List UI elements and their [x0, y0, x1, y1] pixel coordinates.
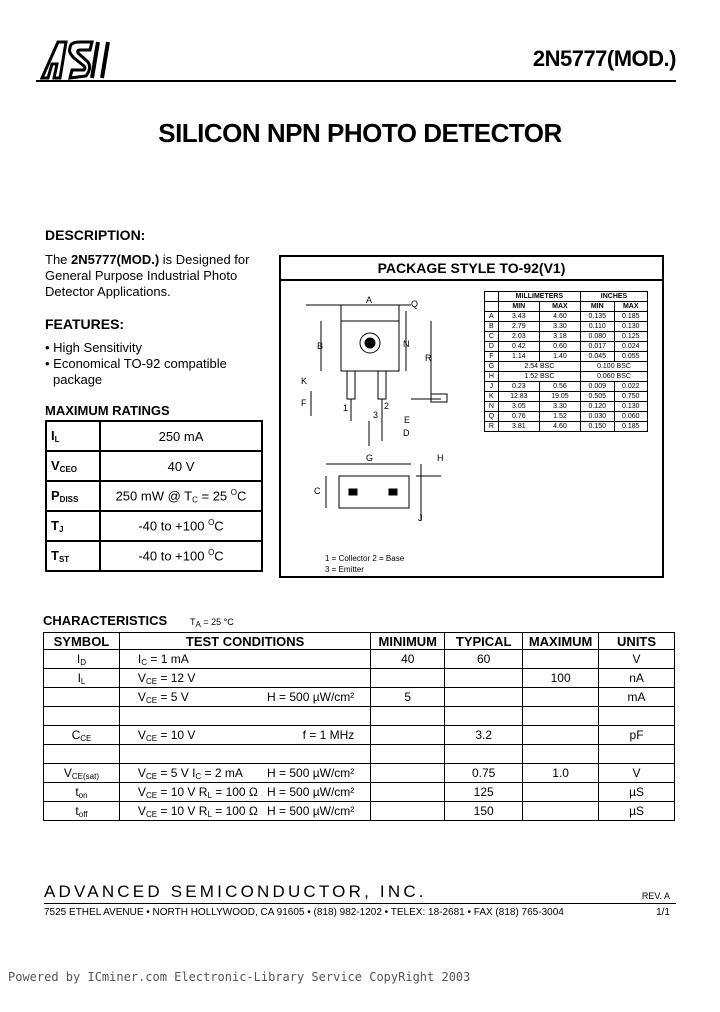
table-cell: 3.30 — [539, 402, 580, 412]
dim-col: MAX — [614, 302, 648, 312]
table-row — [44, 764, 675, 783]
table-cell: 19.05 — [539, 392, 580, 402]
table-cell: 0.135 — [581, 312, 614, 322]
table-cell: B — [485, 322, 499, 332]
table-cell: 0.505 — [581, 392, 614, 402]
table-cell: 0.024 — [614, 342, 648, 352]
table-row — [44, 783, 675, 802]
table-cell: 40 — [371, 650, 445, 669]
table-cell: 0.125 — [614, 332, 648, 342]
svg-text:F: F — [301, 398, 307, 408]
ratings-heading: MAXIMUM RATINGS — [45, 403, 170, 418]
features-heading: FEATURES: — [45, 316, 125, 332]
table-cell: 3.81 — [498, 422, 539, 432]
table-cell: 100 — [523, 669, 599, 688]
table-cell: H = 500 µW/cm² $V_{CE} = 5$ V $I_C = 2$ mA — [119, 764, 370, 783]
table-cell — [599, 745, 675, 764]
table-cell — [523, 650, 599, 669]
table-cell: $V_{CE(sat)}$ — [44, 764, 120, 783]
table-cell — [371, 707, 445, 726]
table-row: $T_J$ -40 to +100 $^O$C — [46, 511, 262, 541]
dim-body — [485, 312, 648, 432]
table-row — [485, 332, 648, 342]
table-row — [485, 362, 648, 372]
table-cell: 0.009 — [581, 382, 614, 392]
footer-rule — [44, 903, 676, 904]
table-cell — [445, 745, 523, 764]
list-item: • High Sensitivity — [45, 340, 143, 355]
table-cell: 0.022 — [614, 382, 648, 392]
table-cell — [371, 669, 445, 688]
company-address: 7525 ETHEL AVENUE • NORTH HOLLYWOOD, CA 91605 • (818) 982-1202 • TELEX: 18-2681 • FAX (818) 765-3004 — [44, 907, 564, 918]
table-cell: 0.76 — [498, 412, 539, 422]
table-cell: H = 500 µW/cm² $V_{CE} = 10$ V $R_L = 100$ Ω — [119, 783, 370, 802]
table-cell: 3.43 — [498, 312, 539, 322]
table-cell: 0.42 — [498, 342, 539, 352]
svg-text:Q: Q — [411, 299, 419, 309]
dim-corner — [485, 302, 499, 312]
table-cell: J — [485, 382, 499, 392]
table-row — [44, 802, 675, 821]
svg-text:2: 2 — [384, 401, 390, 411]
table-cell — [44, 707, 120, 726]
table-cell — [371, 764, 445, 783]
table-cell: 0.185 — [614, 422, 648, 432]
table-cell: f = 1 MHz $V_{CE} = 10$ V — [119, 726, 370, 745]
svg-text:1: 1 — [343, 403, 349, 413]
col-header: SYMBOL — [44, 633, 120, 650]
table-row — [485, 382, 648, 392]
table-cell: 0.75 — [445, 764, 523, 783]
table-cell: µS — [599, 802, 675, 821]
table-cell: N — [485, 402, 499, 412]
table-row — [485, 312, 648, 322]
table-cell: 0.030 — [581, 412, 614, 422]
table-cell — [523, 745, 599, 764]
table-cell: 60 — [445, 650, 523, 669]
svg-text:B: B — [317, 341, 324, 351]
svg-text:K: K — [301, 376, 308, 386]
table-cell — [523, 726, 599, 745]
table-cell — [599, 707, 675, 726]
table-cell: 0.56 — [539, 382, 580, 392]
table-cell: 3.05 — [498, 402, 539, 412]
table-cell: V — [599, 650, 675, 669]
table-cell — [119, 745, 370, 764]
dim-col: MIN — [498, 302, 539, 312]
table-cell — [44, 745, 120, 764]
table-cell: 3.30 — [539, 322, 580, 332]
table-cell: G — [485, 362, 499, 372]
table-row — [44, 707, 675, 726]
features-list — [45, 340, 265, 388]
table-cell: 0.120 — [581, 402, 614, 412]
part-number: 2N5777(MOD.) — [532, 46, 676, 71]
col-header: TYPICAL — [445, 633, 523, 650]
table-row: $V_{CEO}$ 40 V — [46, 451, 262, 481]
table-cell — [371, 745, 445, 764]
package-title: PACKAGE STYLE TO-92(V1) — [281, 257, 662, 281]
table-cell — [44, 688, 120, 707]
table-cell: 0.100 BSC — [581, 362, 648, 372]
table-cell: $V_{CE} = 12$ V — [119, 669, 370, 688]
table-cell: pF — [599, 726, 675, 745]
table-cell: R — [485, 422, 499, 432]
table-cell: 3.18 — [539, 332, 580, 342]
table-cell: 0.130 — [614, 402, 648, 412]
ratings-table — [45, 420, 263, 572]
svg-text:G: G — [366, 453, 374, 463]
dim-col: MAX — [539, 302, 580, 312]
description-text: The 2N5777(MOD.) is Designed for General Purpose Industrial Photo Detector Applications. — [45, 252, 250, 299]
table-cell: $t_{on}$ — [44, 783, 120, 802]
table-cell: H = 500 µW/cm² $V_{CE} = 5$ V — [119, 688, 370, 707]
table-cell: 0.060 — [614, 412, 648, 422]
table-cell: $t_{off}$ — [44, 802, 120, 821]
table-cell: K — [485, 392, 499, 402]
characteristics-condition: $T_A = 25$ °C — [190, 617, 234, 629]
table-cell: 2.03 — [498, 332, 539, 342]
table-cell: 0.080 — [581, 332, 614, 342]
col-header: MAXIMUM — [523, 633, 599, 650]
table-cell: 4.60 — [539, 312, 580, 322]
svg-text:J: J — [418, 513, 423, 523]
watermark: Powered by ICminer.com Electronic-Library Service CopyRight 2003 — [8, 970, 471, 984]
table-cell: 1.0 — [523, 764, 599, 783]
dim-col: MIN — [581, 302, 614, 312]
table-cell: 0.045 — [581, 352, 614, 362]
table-cell: 0.23 — [498, 382, 539, 392]
svg-text:A: A — [366, 295, 373, 305]
table-cell: 1.40 — [539, 352, 580, 362]
characteristics-table — [43, 632, 675, 821]
table-row — [485, 392, 648, 402]
table-cell: A — [485, 312, 499, 322]
table-cell: 0.150 — [581, 422, 614, 432]
table-row — [485, 372, 648, 382]
table-cell: 1.14 — [498, 352, 539, 362]
table-cell: $I_D$ — [44, 650, 120, 669]
table-row: $I_L$ 250 mA — [46, 421, 262, 451]
table-cell — [523, 802, 599, 821]
table-row — [485, 402, 648, 412]
table-row — [485, 342, 648, 352]
revision: REV. A — [641, 891, 670, 901]
characteristics-body — [44, 650, 675, 821]
table-cell: 5 — [371, 688, 445, 707]
table-cell: 1.52 BSC — [498, 372, 580, 382]
table-cell: 2.79 — [498, 322, 539, 332]
svg-text:N: N — [403, 339, 410, 349]
dimension-table — [484, 291, 648, 432]
table-cell: 2.54 BSC — [498, 362, 580, 372]
table-cell: 0.60 — [539, 342, 580, 352]
asi-logo — [40, 38, 118, 82]
table-cell: 1.52 — [539, 412, 580, 422]
table-cell: µS — [599, 783, 675, 802]
table-cell: 0.130 — [614, 322, 648, 332]
table-row — [485, 322, 648, 332]
table-cell: nA — [599, 669, 675, 688]
table-cell — [119, 707, 370, 726]
svg-text:H: H — [437, 453, 444, 463]
package-drawing — [281, 281, 481, 578]
table-cell — [371, 783, 445, 802]
table-cell: V — [599, 764, 675, 783]
table-row — [44, 745, 675, 764]
col-header: UNITS — [599, 633, 675, 650]
table-cell: H — [485, 372, 499, 382]
table-row — [44, 669, 675, 688]
table-cell: F — [485, 352, 499, 362]
table-row — [44, 688, 675, 707]
col-header: MINIMUM — [371, 633, 445, 650]
table-cell: 0.110 — [581, 322, 614, 332]
table-cell — [523, 783, 599, 802]
table-cell — [371, 726, 445, 745]
table-cell — [445, 669, 523, 688]
table-cell — [371, 802, 445, 821]
table-cell: $I_C = 1$ mA — [119, 650, 370, 669]
page-title: SILICON NPN PHOTO DETECTOR — [158, 118, 562, 148]
table-cell: 125 — [445, 783, 523, 802]
svg-text:3: 3 — [373, 410, 379, 420]
table-cell: 0.750 — [614, 392, 648, 402]
table-cell: 0.017 — [581, 342, 614, 352]
table-cell — [445, 707, 523, 726]
list-item: • Economical TO-92 compatible package — [45, 356, 227, 387]
table-cell: 150 — [445, 802, 523, 821]
table-cell: C — [485, 332, 499, 342]
dim-corner — [485, 292, 499, 302]
table-cell: 3.2 — [445, 726, 523, 745]
col-header: TEST CONDITIONS — [119, 633, 370, 650]
table-cell: mA — [599, 688, 675, 707]
svg-text:C: C — [314, 486, 321, 496]
table-cell: $C_{CE}$ — [44, 726, 120, 745]
dim-group: MILLIMETERS — [498, 292, 580, 302]
pin-legend: 1 = Collector 2 = Base 3 = Emitter — [325, 554, 405, 574]
svg-text:D: D — [403, 428, 410, 438]
table-header-row — [44, 633, 675, 650]
page-number: 1/1 — [656, 907, 670, 918]
table-cell: 12.83 — [498, 392, 539, 402]
svg-text:E: E — [404, 415, 411, 425]
characteristics-heading: CHARACTERISTICS — [43, 613, 168, 628]
table-row — [485, 412, 648, 422]
table-row — [44, 650, 675, 669]
table-row — [44, 726, 675, 745]
table-row — [485, 352, 648, 362]
table-cell: 4.60 — [539, 422, 580, 432]
table-row: $T_{ST}$ -40 to +100 $^O$C — [46, 541, 262, 571]
table-cell: H = 500 µW/cm² $V_{CE} = 10$ V $R_L = 100$ Ω — [119, 802, 370, 821]
description-heading: DESCRIPTION: — [45, 227, 146, 243]
table-cell — [523, 707, 599, 726]
table-row: $P_{DISS}$ 250 mW @ $T_C = 25$ $^O$C — [46, 481, 262, 511]
table-cell: 0.055 — [614, 352, 648, 362]
dim-group: INCHES — [581, 292, 648, 302]
table-cell: D — [485, 342, 499, 352]
table-cell: 0.060 BSC — [581, 372, 648, 382]
table-cell — [523, 688, 599, 707]
svg-text:R: R — [425, 353, 432, 363]
company-name: ADVANCED SEMICONDUCTOR, INC. — [44, 882, 427, 901]
table-cell: 0.185 — [614, 312, 648, 322]
header-rule — [36, 80, 676, 82]
table-cell: $I_L$ — [44, 669, 120, 688]
table-cell: Q — [485, 412, 499, 422]
table-row — [485, 422, 648, 432]
table-cell — [445, 688, 523, 707]
